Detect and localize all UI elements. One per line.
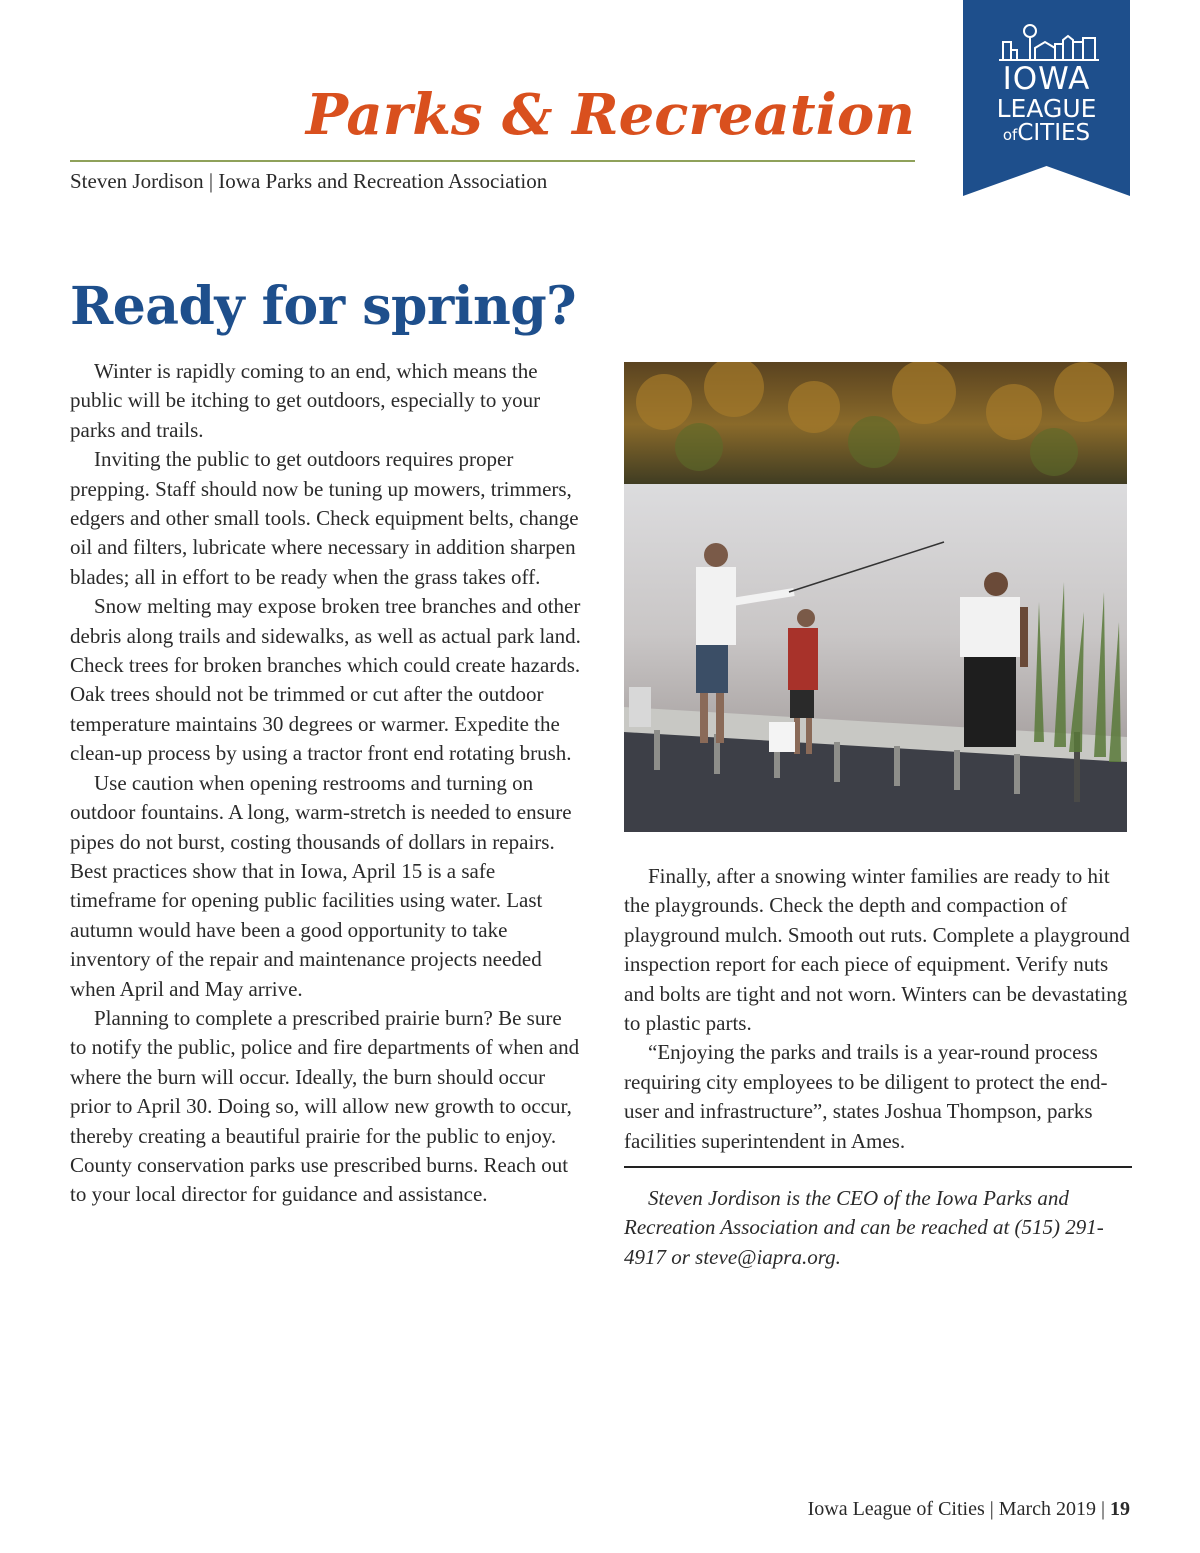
paragraph: Inviting the public to get outdoors requires proper prepping. Staff should now be tuning up mowers, trimmers, edgers and other small tools. Check equipment belts, change oil and filters, lubricate where necessary in addition sharpen blades; all in effort to be ready when the grass takes off. [70,447,579,589]
logo-cities: CITIES [1017,120,1091,146]
paragraph: Planning to complete a prescribed prairie burn? Be sure to notify the public, police and fire departments of when and where the burn will occur. Ideally, the burn should occur prior to April 30. Doing so, will allow new growth to occur, thereby creating a beautiful prairie for the public to enjoy. County conservation parks use prescribed burns. Reach out to your local director for guidance and assistance. [70,1005,580,1207]
paragraph: Snow melting may expose broken tree branches and other debris along trails and sidewalks, as well as actual park land. Check trees for broken branches which could create hazards. Oak trees should not be trimmed or cut after the outdoor temperature maintains 30 degrees or warmer. Expedite the clean-up process by using a tractor front end rotating brush. [70,594,581,766]
header-rule [70,160,915,162]
logo-line-cities [963,122,1130,145]
footer-issue: March 2019 [998,1498,1096,1520]
paragraph: Winter is rapidly coming to an end, which means the public will be itching to get outdoors, especially to your parks and trails. [70,359,541,442]
logo-line-iowa: IOWA [1002,61,1091,97]
author-bio: Steven Jordison is the CEO of the Iowa Parks and Recreation Association and can be reached at (515) 291-4917 or steve@iapra.org. [624,1186,1104,1269]
article-headline: Ready for spring? [70,276,577,337]
byline: Steven Jordison | Iowa Parks and Recreation Association [70,169,548,193]
logo-line-league: LEAGUE [996,94,1097,123]
paragraph: “Enjoying the parks and trails is a year-round process requiring city employees to be diligent to protect the end-user and infrastructure”, states Joshua Thompson, parks facilities superintendent in Ames. [624,1040,1108,1153]
page-footer [808,1496,1130,1522]
footer-separator: | [1100,1498,1110,1520]
paragraph: Finally, after a snowing winter families are ready to hit the playgrounds. Check the depth and compaction of playground mulch. Smooth out ruts. Complete a playground inspection report for each piece of equipment. Verify nuts and bolts are tight and not worn. Winters can be devastating to plastic parts. [624,864,1130,1036]
article-left-column [70,357,582,1210]
article-right-column [624,862,1130,1156]
paragraph: Use caution when opening restrooms and turning on outdoor fountains. A long, warm-stretch is needed to ensure pipes do not burst, costing thousands of dollars in repairs. Best practices show that in Iowa, April 15 is a safe timeframe for opening public facilities using water. Last autumn would have been a good opportunity to take inventory of the repair and maintenance projects needed when April and May arrive. [70,770,572,1001]
footer-separator: | [989,1498,999,1520]
fishing-photo [624,362,1127,835]
bio-rule [624,1166,1132,1168]
page-number: 19 [1110,1498,1130,1520]
logo-of: of [1002,126,1018,144]
section-title: Parks & Recreation [305,82,915,148]
footer-publication: Iowa League of Cities [807,1498,985,1520]
logo-wordmark [963,61,1130,146]
